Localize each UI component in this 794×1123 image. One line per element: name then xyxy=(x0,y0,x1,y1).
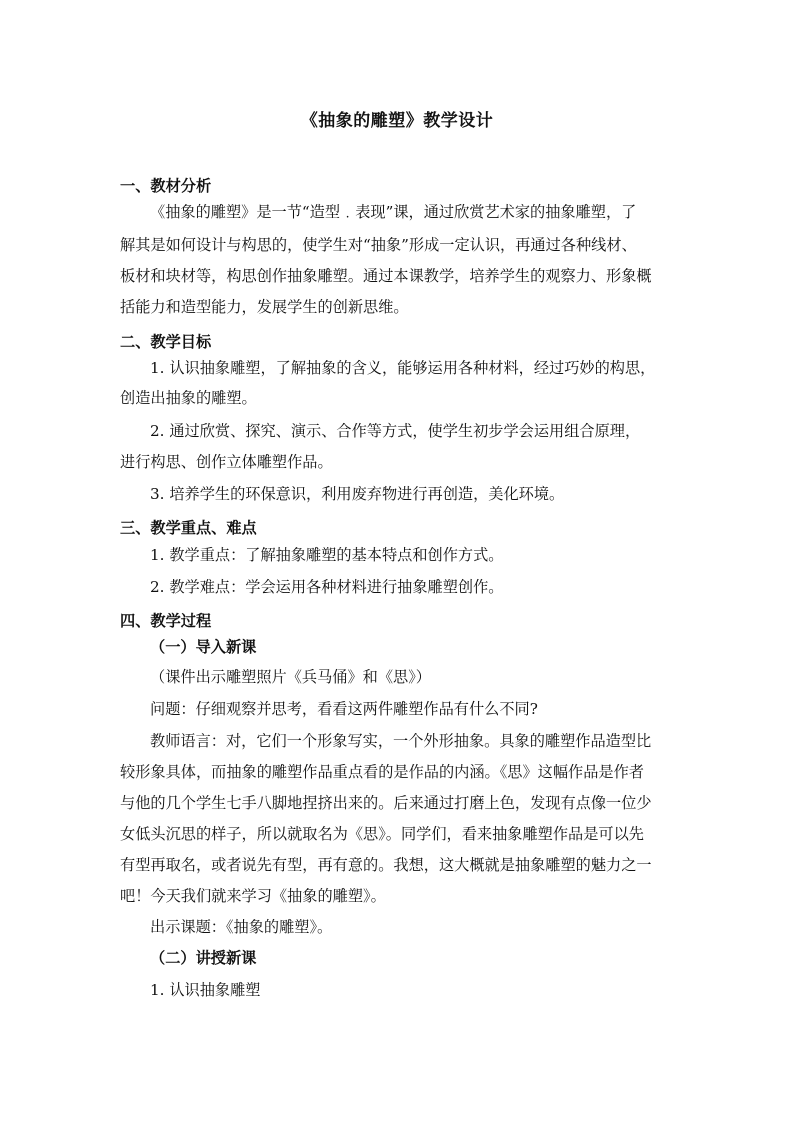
goal-line: 创造出抽象的雕塑。 xyxy=(120,389,257,407)
subsection-heading-intro: （一）导入新课 xyxy=(150,638,257,656)
goal-line: 3. 培养学生的环保意识，利用废弃物进行再创造，美化环境。 xyxy=(150,485,565,503)
teacher-line: 吧！今天我们就来学习《抽象的雕塑》。 xyxy=(120,887,386,905)
goal-line: 2. 通过欣赏、探究、演示、合作等方式，使学生初步学会运用组合原理， xyxy=(150,422,641,440)
teacher-line: 较形象具体，而抽象的雕塑作品重点看的是作品的内涵。《思》这幅作品是作者 xyxy=(120,763,644,781)
paragraph-line: 板材和块材等，构思创作抽象雕塑。通过本课教学，培养学生的观察力、形象概 xyxy=(120,267,652,285)
show-topic-line: 出示课题：《抽象的雕塑》。 xyxy=(150,918,333,936)
paragraph-line: 解其是如何设计与构思的，使学生对“抽象”形成一定认识，再通过各种线材、 xyxy=(120,236,637,254)
question-line: 问题：仔细观察并思考，看看这两件雕塑作品有什么不同? xyxy=(150,700,538,718)
keypoint-line: 1. 教学重点：了解抽象雕塑的基本特点和创作方式。 xyxy=(150,546,504,564)
keypoint-line: 2. 教学难点：学会运用各种材料进行抽象雕塑创作。 xyxy=(150,578,504,596)
goal-line: 1. 认识抽象雕塑，了解抽象的含义，能够运用各种材料，经过巧妙的构思， xyxy=(150,359,656,377)
section-heading-goals: 二、教学目标 xyxy=(120,333,212,351)
paragraph-line: 括能力和造型能力，发展学生的创新思维。 xyxy=(120,298,409,316)
section-heading-keypoints: 三、教学重点、难点 xyxy=(120,519,257,537)
section-heading-analysis: 一、教材分析 xyxy=(120,177,212,195)
document-title: 《抽象的雕塑》教学设计 xyxy=(300,111,494,131)
paragraph-line: 《抽象的雕塑》是一节“造型﹒表现”课，通过欣赏艺术家的抽象雕塑，了 xyxy=(150,203,637,221)
teacher-line: 教师语言：对，它们一个形象写实，一个外形抽象。具象的雕塑作品造型比 xyxy=(150,732,652,750)
section-heading-process: 四、教学过程 xyxy=(120,612,212,630)
goal-line: 进行构思、创作立体雕塑作品。 xyxy=(120,453,333,471)
teacher-line: 女低头沉思的样子，所以就取名为《思》。同学们，看来抽象雕塑作品是可以先 xyxy=(120,825,644,843)
teacher-line: 有型再取名，或者说先有型，再有意的。我想，这大概就是抽象雕塑的魅力之一 xyxy=(120,856,652,874)
courseware-note: （课件出示雕塑照片《兵马俑》和《思》） xyxy=(150,668,431,686)
subsection-heading-new-lesson: （二）讲授新课 xyxy=(150,949,257,967)
teacher-line: 与他的几个学生七手八脚地捏挤出来的。后来通过打磨上色，发现有点像一位少 xyxy=(120,794,652,812)
list-item: 1. 认识抽象雕塑 xyxy=(150,981,261,999)
